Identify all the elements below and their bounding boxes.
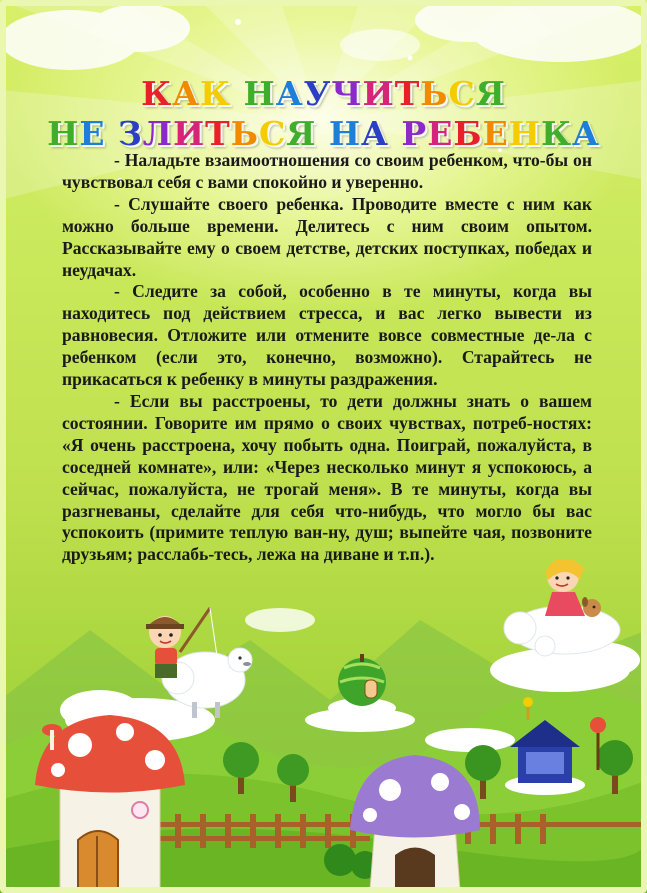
advice-paragraph: - Наладьте взаимоотношения со своим ребенком, что-бы он чувствовал себя с вами спокойно и уверенно. <box>62 150 592 192</box>
advice-paragraph: - Слушайте своего ребенка. Проводите вместе с ним как можно больше времени. Делитесь с ним своим опытом. Рассказывайте ему о своем детстве, детских поступках, победах и неудачах. <box>62 193 592 280</box>
advice-paragraph: - Следите за собой, особенно в те минуты, когда вы находитесь под действием стресса, и вас легко вывести из равновесия. Отложите или отмените вовсе совместные де-ла с ребенком (если это, конечно, возможно). Старайтесь не прикасаться к ребенку в минуты раздражения. <box>62 281 592 390</box>
title-line-2: НЕ ЗЛИТЬСЯ НА РЕБЕНКА <box>47 114 600 153</box>
advice-paragraph: - Если вы расстроены, то дети должны знать о вашем состоянии. Говорите им прямо о своих чувствах, потреб-ностях: «Я очень расстроена, хочу побыть одна. Поиграй, пожалуйста, в соседней комнате», или: «Через несколько минут я успокоюсь, а сейчас, пожалуйста, не трогай меня». В те минуты, когда вы разгневаны, сделайте для себя что-нибудь, что могло бы вас успокоить (примите теплую ван-ну, душ; выпейте чая, позвоните друзьям; расслабь-тесь, лежа на диване и т.п.). <box>62 390 592 565</box>
title-line-1: КАК НАУЧИТЬСЯ <box>141 74 506 113</box>
